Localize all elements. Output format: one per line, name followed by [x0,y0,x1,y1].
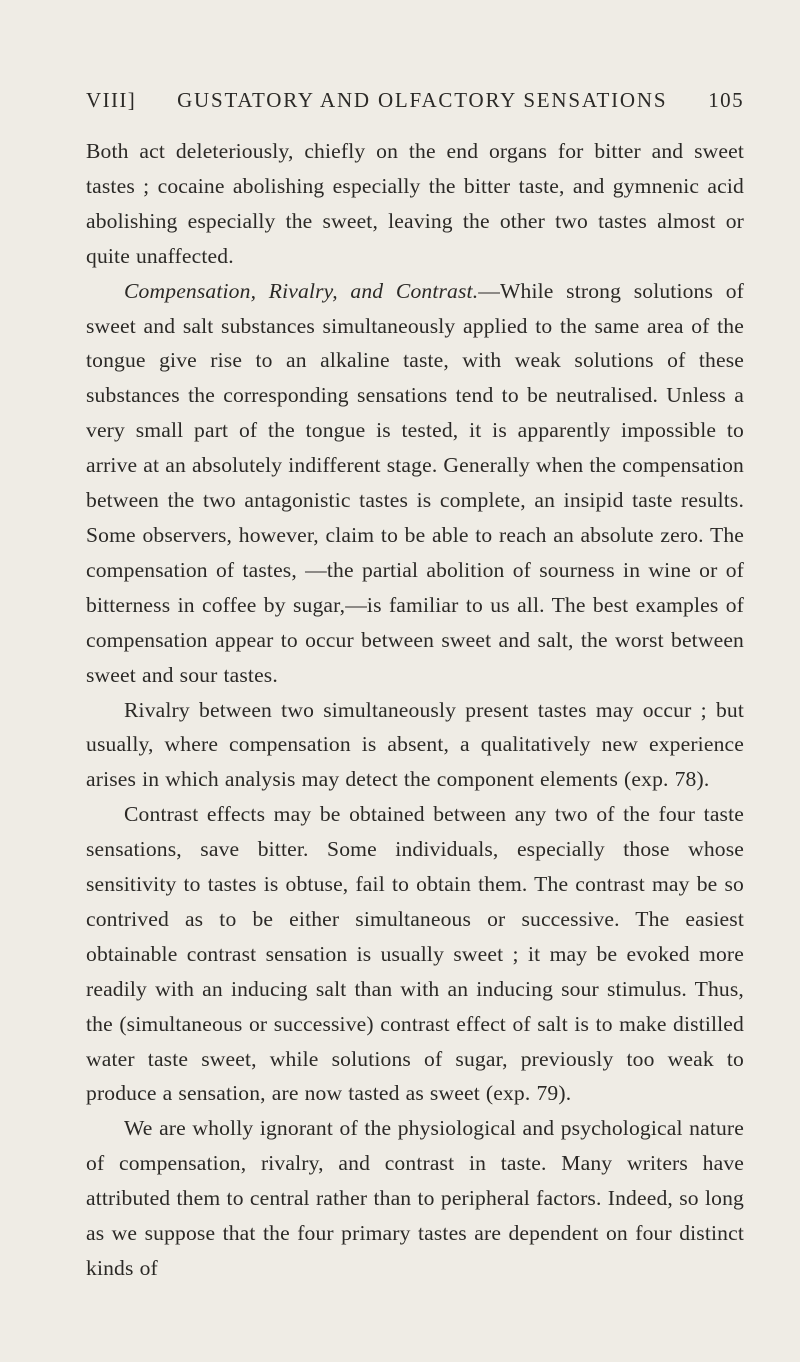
body-text [86,134,744,1286]
section-heading: Compensation, Rivalry, and Contrast. [124,278,479,303]
paragraph-3-text: Rivalry between two simultaneously present tastes may occur ; but usually, where compensation is absent, a qualitatively new experience arises in which analysis may detect the component elements (exp. 78). [86,697,744,792]
running-title: GUSTATORY AND OLFACTORY SENSATIONS [177,88,668,112]
paragraph-4 [86,797,744,1111]
chapter-marker: VIII] [86,88,137,112]
paragraph-2 [86,274,744,693]
paragraph-3 [86,693,744,798]
paragraph-1 [86,134,744,274]
paragraph-4-text: Contrast effects may be obtained between any two of the four taste sensations, save bitter. Some individuals, especially those whose sensitivity to tastes is obtuse, fail to obtain them. The contrast may be so contrived as to be either simultaneous or successive. The easiest obtainable contrast sensation is usually sweet ; it may be evoked more readily with an inducing salt than with an inducing sour stimulus. Thus, the (simultaneous or successive) contrast effect of salt is to make distilled water taste sweet, while solutions of sugar, previously too weak to produce a sensation, are now tasted as sweet (exp. 79). [86,802,744,1106]
page-number: 105 [708,88,744,112]
paragraph-5 [86,1111,744,1286]
paragraph-1-text: Both act deleteriously, chiefly on the end organs for bitter and sweet tastes ; cocaine abolishing especially the bitter taste, and gymnenic acid abolishing especially the sweet, leaving the other two tastes almost or quite unaffected. [86,139,744,268]
paragraph-5-text: We are wholly ignorant of the physiological and psychological nature of compensation, rivalry, and contrast in taste. Many writers have attributed them to central rather than to peripheral factors. Indeed, so long as we suppose that the four primary tastes are dependent on four distinct kinds of [86,1116,744,1280]
paragraph-2-text: —While strong solutions of sweet and salt substances simultaneously applied to the same area of the tongue give rise to an alkaline taste, with weak solutions of these substances the corresponding sensations tend to be neutralised. Unless a very small part of the tongue is tested, it is apparently impossible to arrive at an absolutely indifferent stage. Generally when the compensation between the two antagonistic tastes is complete, an insipid taste results. Some observers, however, claim to be able to reach an absolute zero. The compensation of tastes, —the partial abolition of sourness in wine or of bitterness in coffee by sugar,—is familiar to us all. The best examples of compensation appear to occur between sweet and salt, the worst between sweet and sour tastes. [86,278,744,687]
running-head [86,88,744,116]
